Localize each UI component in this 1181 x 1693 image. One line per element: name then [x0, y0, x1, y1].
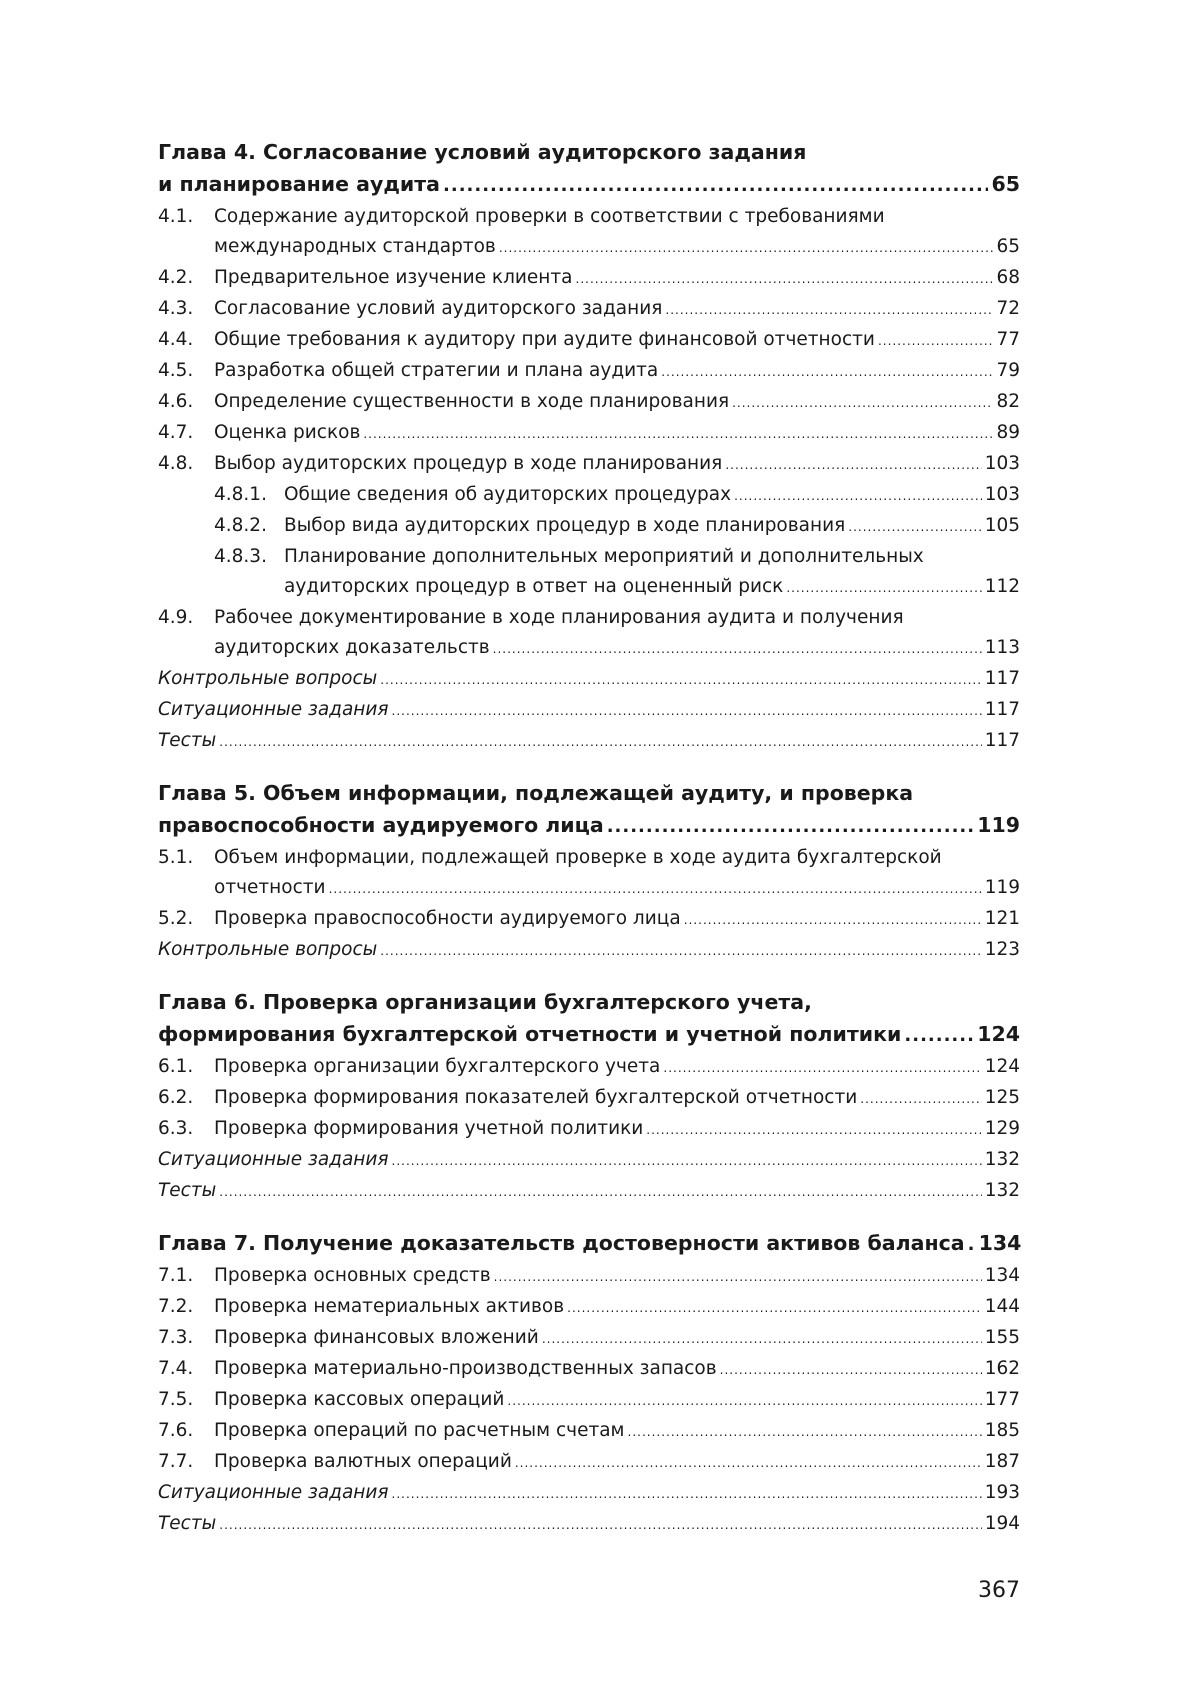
entry-title: Проверка кассовых операций: [214, 1389, 505, 1410]
toc-entry: [158, 1447, 1020, 1478]
entry-number: 7.3.: [158, 1327, 194, 1348]
entry-title: Предварительное изучение клиента: [214, 267, 573, 288]
entry-title: Общие сведения об аудиторских процедурах: [284, 484, 732, 505]
entry-page: 144: [984, 1296, 1020, 1317]
entry-number: 5.1.: [158, 847, 194, 868]
chapter-title-line: [158, 168, 1020, 202]
chapter-page: 134: [978, 1231, 1022, 1255]
entry-title: международных стандартов: [214, 236, 496, 257]
dot-leader: [732, 387, 993, 418]
entry-title: Проверка организации бухгалтерского учета: [214, 1056, 661, 1077]
entry-page: 124: [984, 1056, 1020, 1077]
page-number: 367: [978, 1578, 1020, 1603]
entry-number: 4.6.: [158, 391, 194, 412]
entry-title: Проверка основных средств: [214, 1265, 491, 1286]
toc-entry-line: [158, 843, 1020, 873]
entry-number: 6.2.: [158, 1087, 194, 1108]
dot-leader: [786, 572, 981, 603]
toc-entry: [158, 294, 1020, 325]
toc-entry-line: [158, 633, 1020, 664]
entry-number: 6.1.: [158, 1056, 194, 1077]
entry-title: Ситуационные задания: [158, 1149, 389, 1170]
entry-title: Проверка финансовых вложений: [214, 1327, 539, 1348]
entry-page: 79: [996, 360, 1020, 381]
entry-title: Тесты: [158, 1513, 217, 1534]
dot-leader: [684, 904, 982, 935]
dot-leader: [607, 809, 975, 843]
entry-number: 4.8.: [158, 453, 194, 474]
entry-title: Контрольные вопросы: [158, 939, 378, 960]
chapter-page: 124: [977, 1022, 1020, 1046]
entry-page: 185: [984, 1420, 1020, 1441]
toc-entry: [158, 1478, 1020, 1509]
entry-title: Согласование условий аудиторского задания: [214, 298, 663, 319]
entry-number: 4.4.: [158, 329, 194, 350]
toc-entry: [158, 726, 1020, 757]
toc-entry: [158, 1261, 1020, 1292]
chapter-title-line: [158, 1227, 1020, 1261]
toc-entry: [158, 449, 1020, 480]
table-of-contents: [158, 136, 1020, 1549]
dot-leader: [380, 935, 981, 966]
toc-entry-line: [158, 572, 1020, 603]
entry-title: Тесты: [158, 730, 217, 751]
entry-number: 4.8.1.: [214, 484, 267, 505]
entry-number: 4.8.2.: [214, 515, 267, 536]
dot-leader: [363, 418, 993, 449]
chapter-title: правоспособности аудируемого лица: [158, 813, 604, 837]
toc-entry: [158, 1385, 1020, 1416]
dot-leader: [734, 480, 982, 511]
entry-number: 4.5.: [158, 360, 194, 381]
entry-number: 6.3.: [158, 1118, 194, 1139]
entry-title: Ситуационные задания: [158, 699, 389, 720]
dot-leader: [219, 1509, 981, 1540]
entry-page: 125: [984, 1087, 1020, 1108]
toc-entry: [158, 356, 1020, 387]
chapter-section: [158, 777, 1020, 966]
entry-page: 105: [984, 515, 1020, 536]
toc-entry: [158, 263, 1020, 294]
entry-title: Общие требования к аудитору при аудите финансовой отчетности: [214, 329, 875, 350]
entry-title: Проверка формирования показателей бухгалтерской отчетности: [214, 1087, 858, 1108]
toc-entry: [158, 325, 1020, 356]
entry-number: 4.2.: [158, 267, 194, 288]
entry-page: 132: [984, 1180, 1020, 1201]
entry-title: Выбор аудиторских процедур в ходе планирования: [214, 453, 723, 474]
toc-entry: [158, 664, 1020, 695]
entry-page: 129: [984, 1118, 1020, 1139]
toc-entry: [158, 1292, 1020, 1323]
entry-page: 89: [996, 422, 1020, 443]
dot-leader: [860, 1083, 981, 1114]
chapter-section: [158, 986, 1020, 1207]
chapter-title: Глава 5. Объем информации, подлежащей аудиту, и проверка: [158, 781, 914, 805]
entry-page: 112: [984, 576, 1020, 597]
entry-title: отчетности: [214, 877, 326, 898]
toc-entry-line: [158, 232, 1020, 263]
entry-number: 7.4.: [158, 1358, 194, 1379]
entry-page: 117: [984, 699, 1020, 720]
dot-leader: [392, 1478, 982, 1509]
entry-page: 68: [996, 267, 1020, 288]
entry-title: Ситуационные задания: [158, 1482, 389, 1503]
entry-page: 121: [984, 908, 1020, 929]
toc-entry: [158, 1052, 1020, 1083]
dot-leader: [515, 1447, 982, 1478]
dot-leader: [507, 1385, 981, 1416]
entry-title: Проверка нематериальных активов: [214, 1296, 565, 1317]
entry-page: 187: [984, 1451, 1020, 1472]
entry-title: Выбор вида аудиторских процедур в ходе планирования: [284, 515, 846, 536]
entry-title: Объем информации, подлежащей проверке в ходе аудита бухгалтерской: [214, 847, 942, 868]
entry-page: 117: [984, 668, 1020, 689]
toc-entry: [158, 387, 1020, 418]
dot-leader: [499, 232, 994, 263]
chapter-title: и планирование аудита: [158, 172, 441, 196]
dot-leader: [493, 633, 982, 664]
entry-page: 119: [984, 877, 1020, 898]
dot-leader: [646, 1114, 981, 1145]
entry-page: 177: [984, 1389, 1020, 1410]
toc-entry: [158, 1509, 1020, 1540]
dot-leader: [567, 1292, 982, 1323]
entry-page: 103: [984, 484, 1020, 505]
chapter-page: 65: [991, 172, 1020, 196]
toc-entry: [158, 695, 1020, 726]
toc-entry: [158, 1114, 1020, 1145]
entry-page: 132: [984, 1149, 1020, 1170]
dot-leader: [392, 695, 982, 726]
dot-leader: [219, 1176, 981, 1207]
dot-leader: [665, 294, 993, 325]
entry-title: аудиторских процедур в ответ на оцененный риск: [284, 576, 784, 597]
entry-number: 7.5.: [158, 1389, 194, 1410]
dot-leader: [628, 1416, 982, 1447]
dot-leader: [968, 1227, 976, 1261]
toc-entry-line: [158, 542, 1020, 572]
entry-title: Проверка материально-производственных запасов: [214, 1358, 717, 1379]
toc-entry-line: [158, 873, 1020, 904]
chapter-title-line: [158, 136, 1020, 168]
toc-entry: [158, 418, 1020, 449]
dot-leader: [904, 1018, 974, 1052]
entry-number: 5.2.: [158, 908, 194, 929]
chapter-title: Глава 6. Проверка организации бухгалтерского учета,: [158, 990, 812, 1014]
dot-leader: [219, 726, 981, 757]
entry-page: 72: [996, 298, 1020, 319]
entry-number: 7.1.: [158, 1265, 194, 1286]
dot-leader: [661, 356, 993, 387]
dot-leader: [329, 873, 982, 904]
entry-title: Тесты: [158, 1180, 217, 1201]
chapter-title: Глава 7. Получение доказательств достоверности активов баланса: [158, 1231, 965, 1255]
entry-number: 7.2.: [158, 1296, 194, 1317]
entry-page: 77: [996, 329, 1020, 350]
entry-number: 7.6.: [158, 1420, 194, 1441]
toc-entry: [158, 1145, 1020, 1176]
entry-title: Содержание аудиторской проверки в соответствии с требованиями: [214, 206, 885, 227]
toc-entry: [158, 935, 1020, 966]
toc-entry-line: [158, 603, 1020, 633]
entry-page: 65: [996, 236, 1020, 257]
entry-number: 4.1.: [158, 206, 194, 227]
entry-title: Проверка валютных операций: [214, 1451, 512, 1472]
entry-title: Рабочее документирование в ходе планирования аудита и получения: [214, 607, 904, 628]
entry-title: Оценка рисков: [214, 422, 361, 443]
dot-leader: [878, 325, 994, 356]
toc-entry: [158, 1083, 1020, 1114]
entry-page: 194: [984, 1513, 1020, 1534]
entry-title: Проверка операций по расчетным счетам: [214, 1420, 625, 1441]
toc-entry: [158, 1354, 1020, 1385]
entry-page: 103: [984, 453, 1020, 474]
entry-page: 123: [984, 939, 1020, 960]
entry-title: Проверка формирования учетной политики: [214, 1118, 644, 1139]
dot-leader: [542, 1323, 982, 1354]
entry-title: Проверка правоспособности аудируемого лица: [214, 908, 681, 929]
chapter-title-line: [158, 986, 1020, 1018]
toc-entry: [158, 511, 1020, 542]
entry-title: Разработка общей стратегии и плана аудита: [214, 360, 659, 381]
chapter-page: 119: [977, 813, 1020, 837]
chapter-title: Глава 4. Согласование условий аудиторского задания: [158, 140, 807, 164]
entry-number: 4.3.: [158, 298, 194, 319]
dot-leader: [725, 449, 981, 480]
dot-leader: [380, 664, 981, 695]
chapter-title-line: [158, 1018, 1020, 1052]
toc-entry: [158, 1176, 1020, 1207]
entry-title: Определение существенности в ходе планирования: [214, 391, 730, 412]
chapter-title-line: [158, 809, 1020, 843]
dot-leader: [663, 1052, 981, 1083]
dot-leader: [576, 263, 994, 294]
toc-entry: [158, 1323, 1020, 1354]
entry-page: 113: [984, 637, 1020, 658]
entry-page: 162: [984, 1358, 1020, 1379]
entry-page: 193: [984, 1482, 1020, 1503]
entry-title: Контрольные вопросы: [158, 668, 378, 689]
entry-title: Планирование дополнительных мероприятий и дополнительных: [284, 546, 924, 567]
dot-leader: [494, 1261, 982, 1292]
toc-entry-line: [158, 202, 1020, 232]
entry-page: 155: [984, 1327, 1020, 1348]
toc-entry: [158, 1416, 1020, 1447]
dot-leader: [392, 1145, 982, 1176]
entry-title: аудиторских доказательств: [214, 637, 490, 658]
toc-entry: [158, 904, 1020, 935]
chapter-section: [158, 1227, 1020, 1540]
chapter-section: [158, 136, 1020, 757]
entry-number: 4.8.3.: [214, 546, 267, 567]
toc-entry: [158, 480, 1020, 511]
entry-page: 117: [984, 730, 1020, 751]
entry-page: 134: [984, 1265, 1020, 1286]
entry-number: 4.7.: [158, 422, 194, 443]
dot-leader: [848, 511, 981, 542]
chapter-title-line: [158, 777, 1020, 809]
chapter-title: формирования бухгалтерской отчетности и учетной политики: [158, 1022, 902, 1046]
entry-number: 4.9.: [158, 607, 194, 628]
dot-leader: [720, 1354, 982, 1385]
entry-number: 7.7.: [158, 1451, 194, 1472]
entry-page: 82: [996, 391, 1020, 412]
dot-leader: [443, 168, 988, 202]
